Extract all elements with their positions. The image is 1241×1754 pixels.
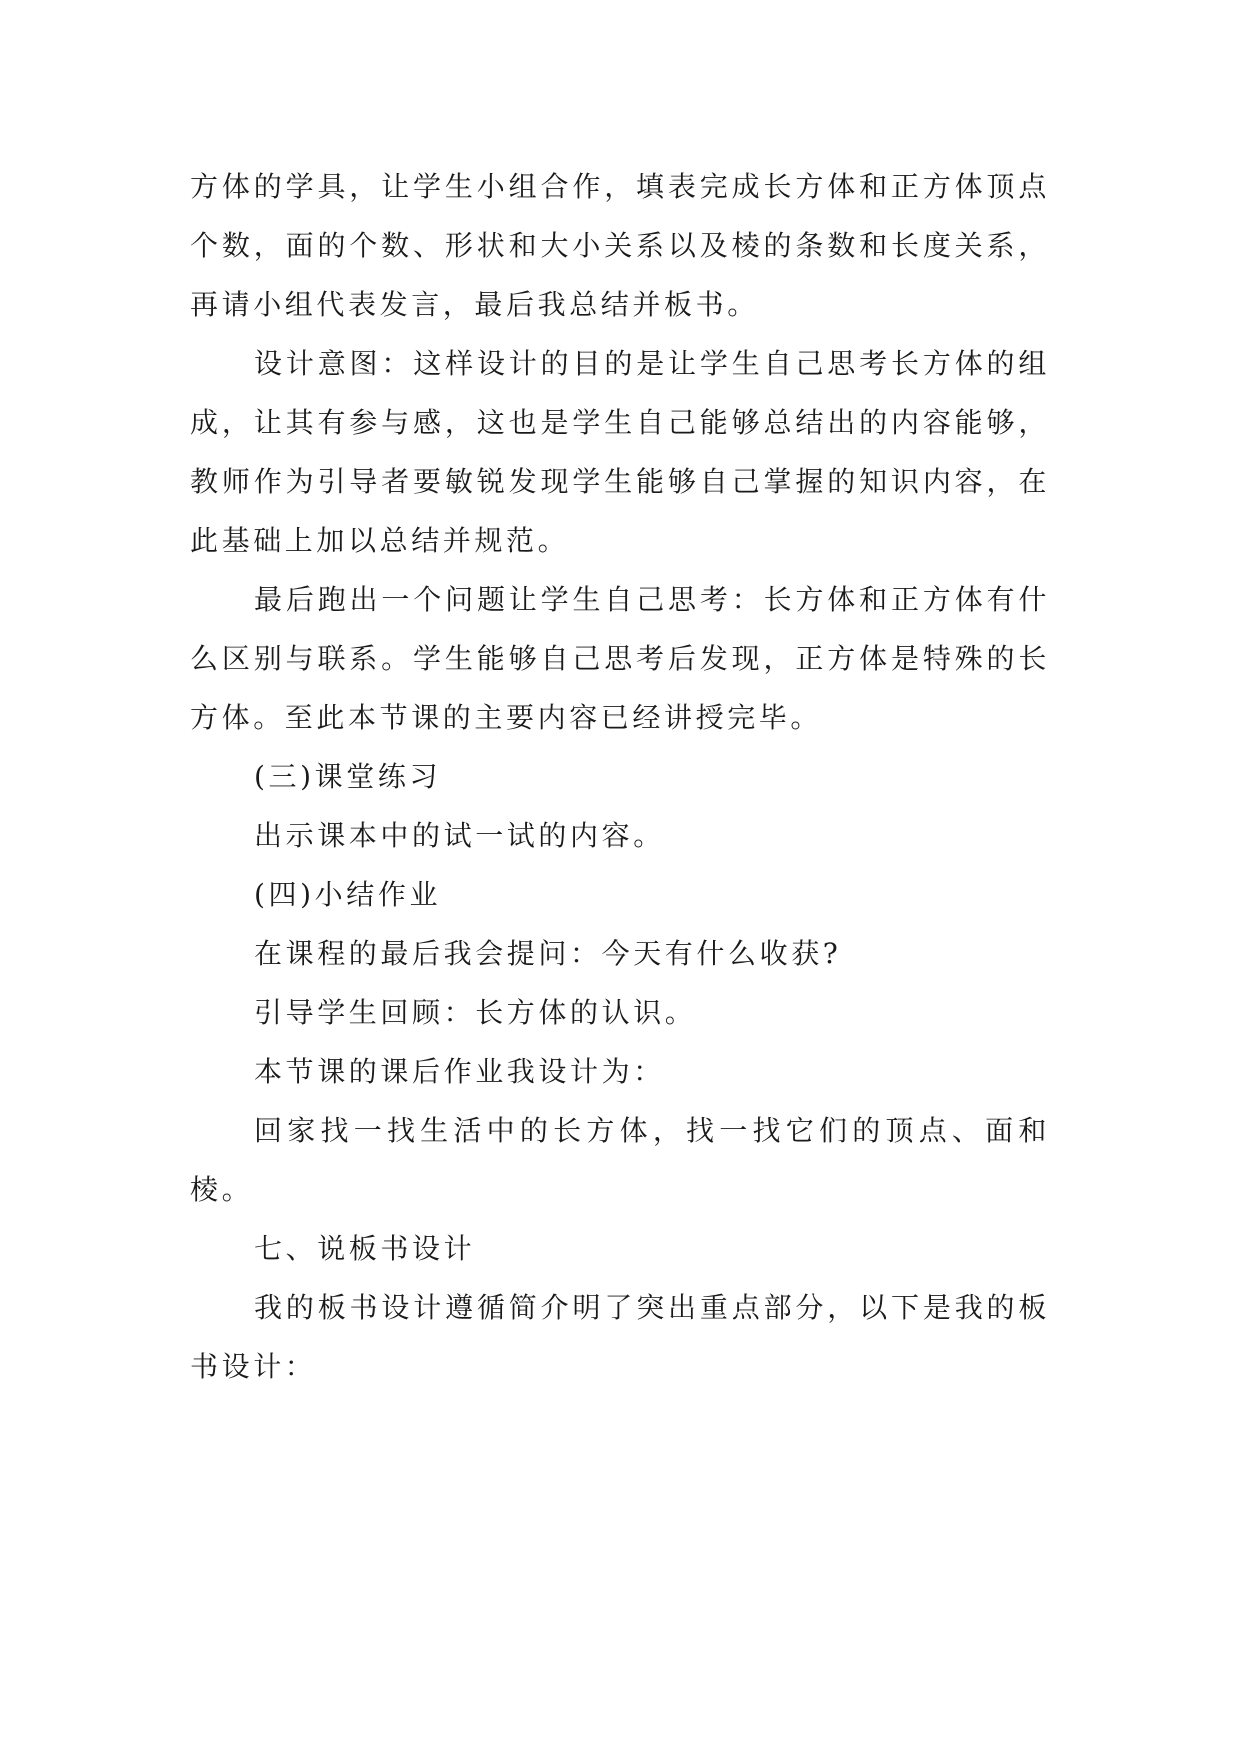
paragraph-question: 在课程的最后我会提问：今天有什么收获? [254,937,842,970]
paragraph-review: 引导学生回顾：长方体的认识。 [254,996,697,1029]
section-heading-board-design: 七、说板书设计 [254,1232,476,1265]
paragraph-final-question: 最后跑出一个问题让学生自己思考：长方体和正方体有什么区别与联系。学生能够自己思考后发现，正方体是特殊的长方体。至此本节课的主要内容已经讲授完毕。 [190,583,1050,734]
paragraph-board-design: 我的板书设计遵循简介明了突出重点部分，以下是我的板书设计： [190,1291,1050,1383]
paragraph-homework-intro: 本节课的课后作业我设计为： [254,1055,665,1088]
section-heading-practice: (三)课堂练习 [254,760,442,793]
paragraph-homework: 回家找一找生活中的长方体，找一找它们的顶点、面和棱。 [190,1114,1050,1206]
document-body [190,157,1050,1396]
paragraph-design-intent: 设计意图：这样设计的目的是让学生自己思考长方体的组成，让其有参与感，这也是学生自己能够总结出的内容能够，教师作为引导者要敏锐发现学生能够自己掌握的知识内容，在此基础上加以总结并规范。 [190,347,1050,557]
section-heading-summary: (四)小结作业 [254,878,442,911]
paragraph-practice: 出示课本中的试一试的内容。 [254,819,665,852]
paragraph-continuation: 方体的学具，让学生小组合作，填表完成长方体和正方体顶点个数，面的个数、形状和大小关系以及棱的条数和长度关系，再请小组代表发言，最后我总结并板书。 [190,170,1050,321]
